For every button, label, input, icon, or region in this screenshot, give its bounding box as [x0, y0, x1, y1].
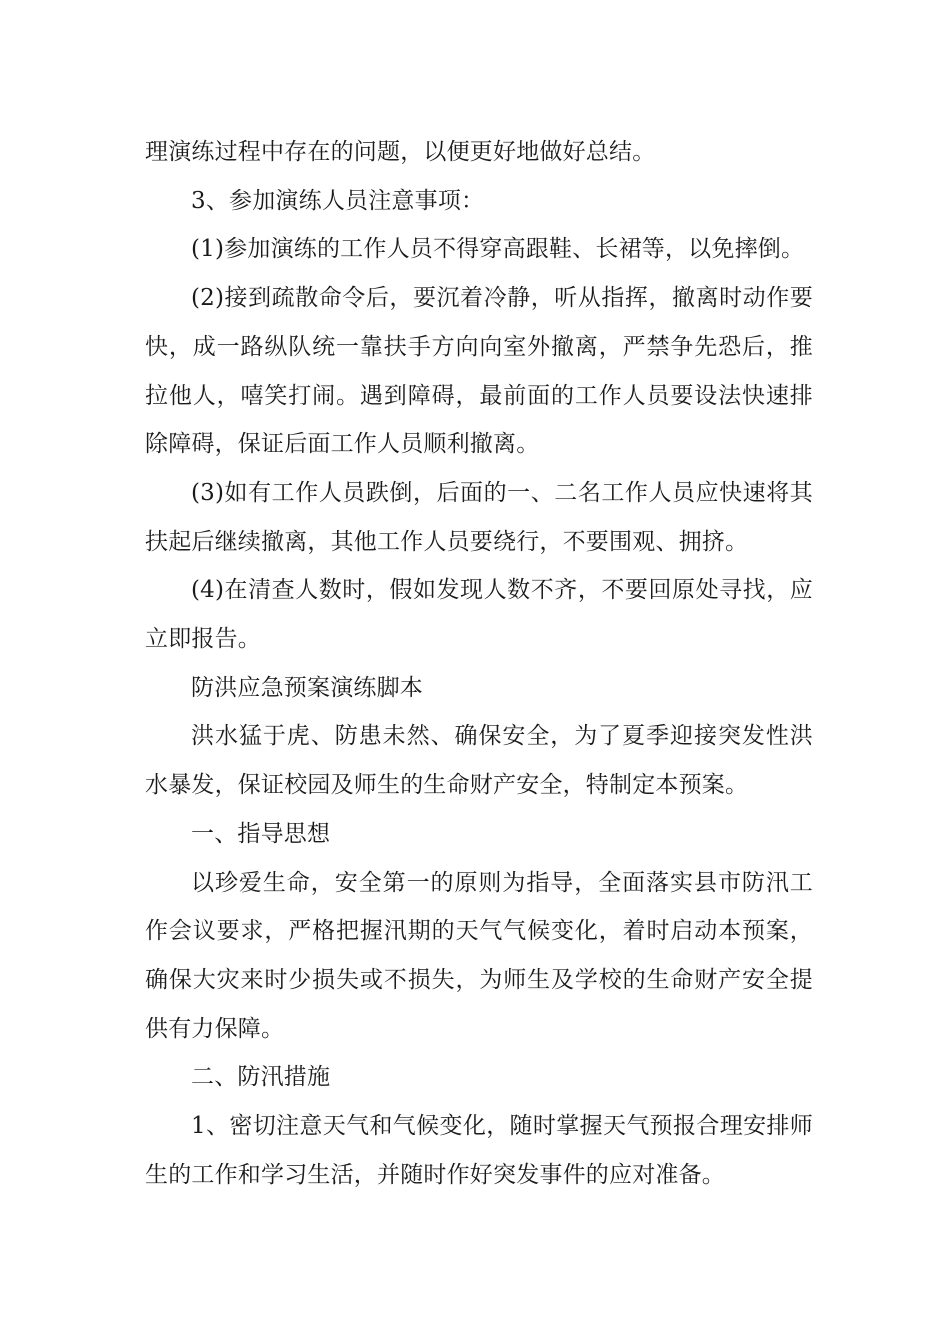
paragraph-item-2: (2)接到疏散命令后，要沉着冷静，听从指挥，撤离时动作要快，成一路纵队统一靠扶手方向向室外撤离，严禁争先恐后，推拉他人，嘻笑打闹。遇到障碍，最前面的工作人员要设法快速排除障碍，保证后面工作人员顺利撤离。: [145, 285, 813, 458]
section-title-flood-drill: 防洪应急预案演练脚本: [191, 674, 423, 701]
section-heading-guiding-idea: 一、指导思想: [191, 820, 331, 847]
section-heading-flood-measures: 二、防汛措施: [191, 1064, 331, 1091]
paragraph-continuation: 理演练过程中存在的问题，以便更好地做好总结。: [145, 139, 656, 165]
paragraph-item-4: (4)在清查人数时，假如发现人数不齐，不要回原处寻找，应立即报告。: [145, 577, 813, 653]
paragraph-item-3: (3)如有工作人员跌倒，后面的一、二名工作人员应快速将其扶起后继续撤离，其他工作人员要绕行，不要围观、拥挤。: [145, 479, 813, 555]
document-body: [145, 128, 813, 1199]
paragraph-guiding-idea: 以珍爱生命，安全第一的原则为指导，全面落实县市防汛工作会议要求，严格把握汛期的天气气候变化，着时启动本预案，确保大灾来时少损失或不损失，为师生及学校的生命财产安全提供有力保障。: [145, 869, 813, 1042]
paragraph-measure-1: 1、密切注意天气和气候变化，随时掌握天气预报合理安排师生的工作和学习生活，并随时作好突发事件的应对准备。: [145, 1113, 813, 1188]
paragraph-item-3-heading: 3、参加演练人员注意事项：: [191, 187, 485, 214]
paragraph-item-1: (1)参加演练的工作人员不得穿高跟鞋、长裙等，以免摔倒。: [191, 236, 805, 263]
paragraph-intro: 洪水猛于虎、防患未然、确保安全，为了夏季迎接突发性洪水暴发，保证校园及师生的生命财产安全，特制定本预案。: [145, 723, 813, 799]
